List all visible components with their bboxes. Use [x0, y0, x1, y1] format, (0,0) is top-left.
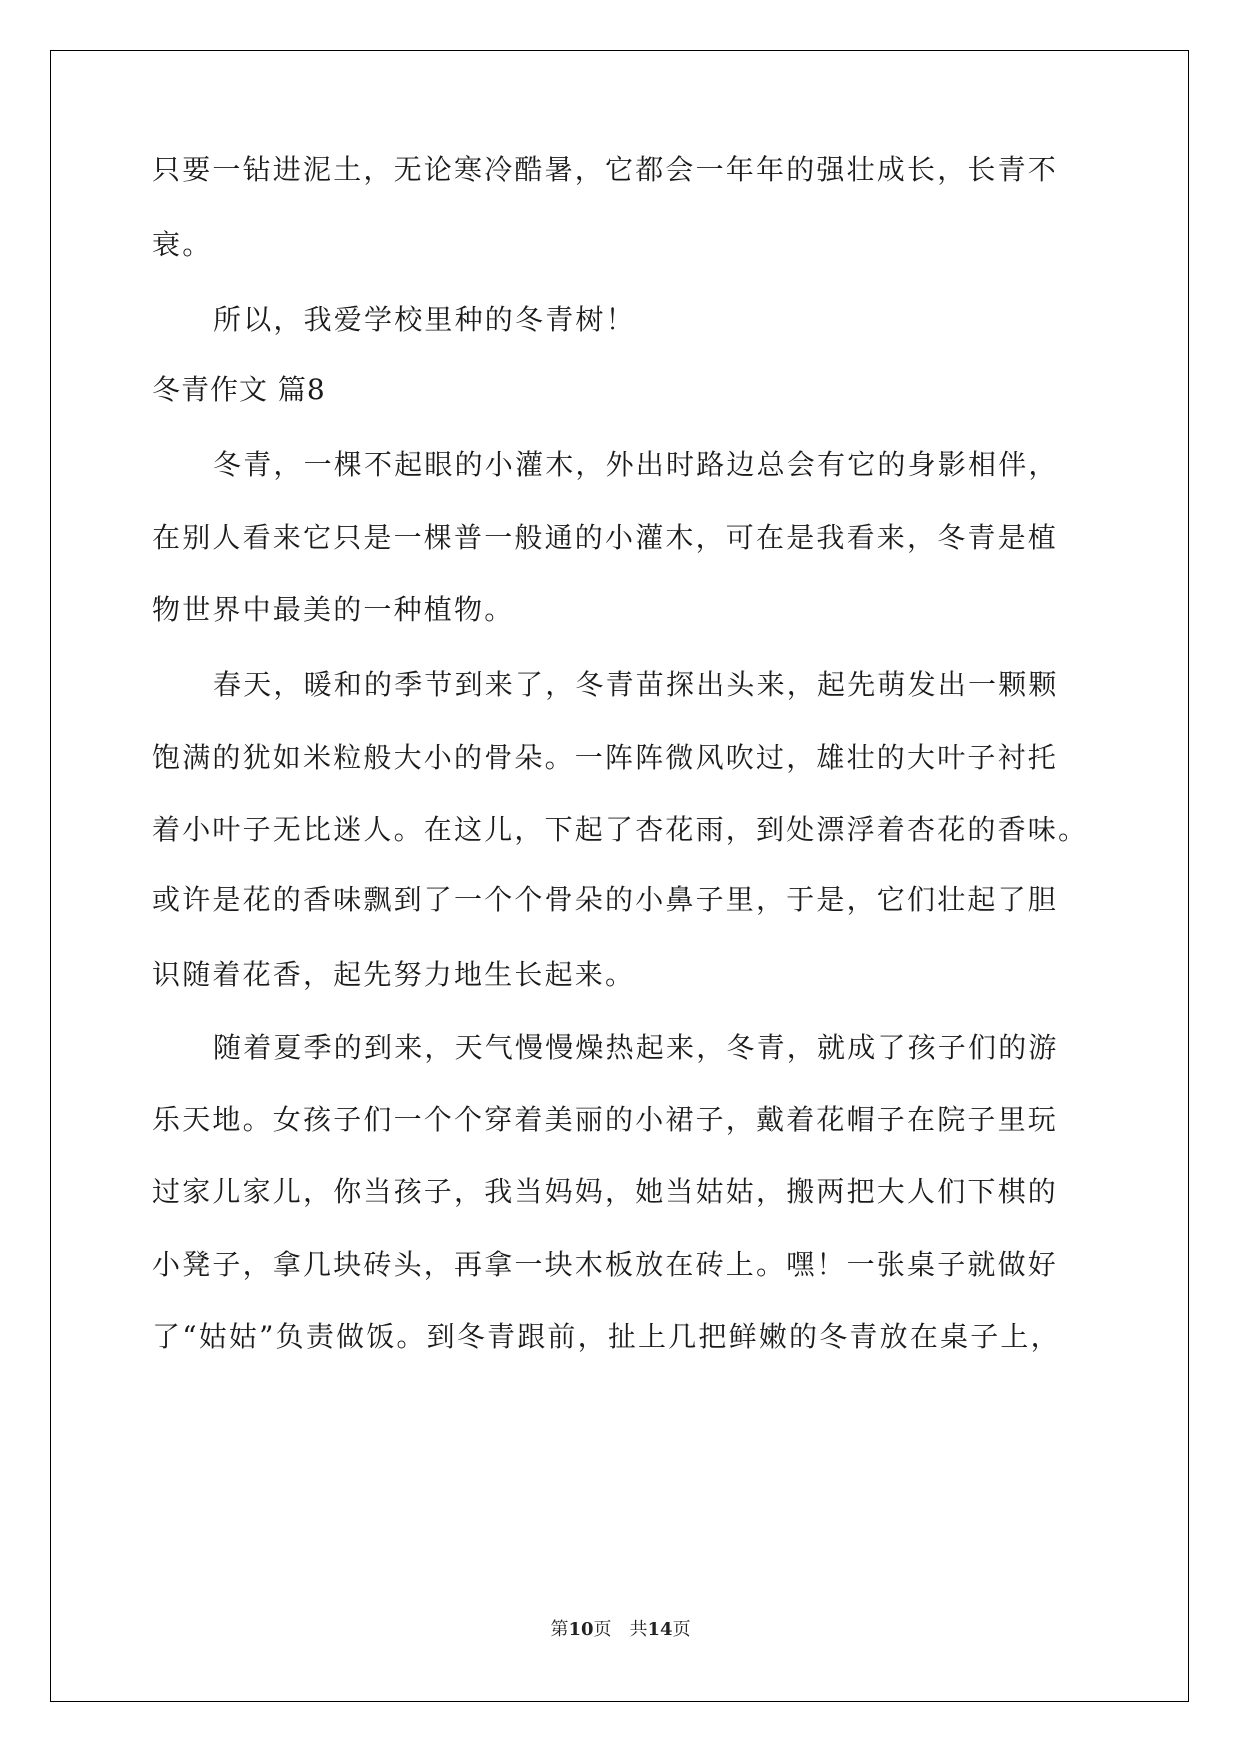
body-text-line: 着小叶子无比迷人。在这儿，下起了杏花雨，到处漂浮着杏花的香味。 — [152, 813, 1089, 846]
body-text-line: 乐天地。女孩子们一个个穿着美丽的小裙子，戴着花帽子在院子里玩 — [152, 1103, 1059, 1136]
body-text-line: 小凳子，拿几块砖头，再拿一块木板放在砖上。嘿！一张桌子就做好 — [152, 1248, 1059, 1281]
page-footer — [0, 1618, 1241, 1642]
footer-prefix: 第 — [550, 1619, 569, 1640]
body-text-line: 只要一钻进泥土，无论寒冷酷暑，它都会一年年的强壮成长，长青不 — [152, 153, 1059, 186]
footer-mid: 页 共 — [593, 1619, 648, 1640]
body-text-line: 衰。 — [152, 228, 213, 261]
body-text-line: 过家儿家儿，你当孩子，我当妈妈，她当姑姑，搬两把大人们下棋的 — [152, 1175, 1059, 1208]
body-text-line: 或许是花的香味飘到了一个个骨朵的小鼻子里，于是，它们壮起了胆 — [152, 883, 1059, 916]
paragraph-line: 所以，我爱学校里种的冬青树！ — [213, 303, 636, 336]
section-heading: 冬青作文 篇8 — [152, 373, 326, 406]
body-text-line: 物世界中最美的一种植物。 — [152, 593, 515, 626]
paragraph-line: 冬青，一棵不起眼的小灌木，外出时路边总会有它的身影相伴， — [213, 448, 1059, 481]
current-page-number: 10 — [568, 1619, 594, 1640]
body-text-line: 识随着花香，起先努力地生长起来。 — [152, 958, 636, 991]
total-pages-number: 14 — [647, 1619, 673, 1640]
paragraph-line: 春天，暖和的季节到来了，冬青苗探出头来，起先萌发出一颗颗 — [213, 668, 1059, 701]
footer-suffix: 页 — [672, 1619, 691, 1640]
body-text-line: 了“姑姑”负责做饭。到冬青跟前，扯上几把鲜嫩的冬青放在桌子上， — [152, 1320, 1061, 1353]
page-frame — [50, 50, 1189, 1702]
body-text-line: 饱满的犹如米粒般大小的骨朵。一阵阵微风吹过，雄壮的大叶子衬托 — [152, 741, 1059, 774]
paragraph-line: 随着夏季的到来，天气慢慢燥热起来，冬青，就成了孩子们的游 — [213, 1031, 1059, 1064]
body-text-line: 在别人看来它只是一棵普一般通的小灌木，可在是我看来，冬青是植 — [152, 521, 1059, 554]
